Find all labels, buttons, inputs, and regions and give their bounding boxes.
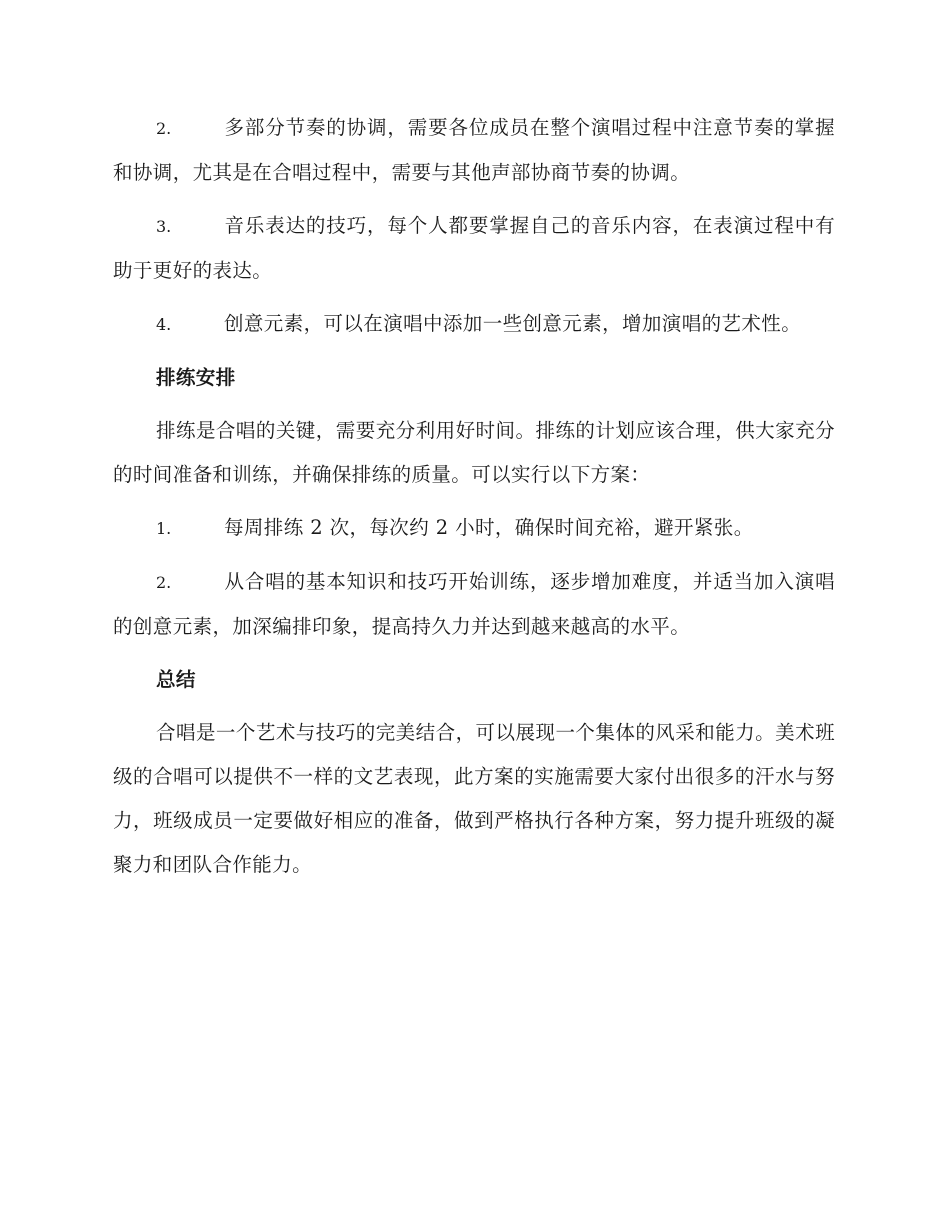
rehearsal-intro-paragraph: 排练是合唱的关键，需要充分利用好时间。排练的计划应该合理，供大家充分的时间准备和训练，并确保排练的质量。可以实行以下方案： [113, 419, 835, 486]
section-heading-rehearsal: 排练安排 [156, 366, 236, 389]
list-item-text: 音乐表达的技巧，每个人都要掌握自己的音乐内容，在表演过程中有助于更好的表达。 [113, 214, 835, 282]
list-item [113, 106, 835, 195]
section-heading-summary: 总结 [156, 668, 196, 691]
list-number: 2. [156, 573, 172, 592]
list-item [113, 302, 835, 347]
list-item [113, 560, 835, 649]
list-number: 2. [156, 119, 172, 138]
document-page [113, 106, 835, 896]
summary-paragraph: 合唱是一个艺术与技巧的完美结合，可以展现一个集体的风采和能力。美术班级的合唱可以提供不一样的文艺表现，此方案的实施需要大家付出很多的汗水与努力，班级成员一定要做好相应的准备，做到严格执行各种方案，努力提升班级的凝聚力和团队合作能力。 [113, 721, 835, 876]
list-item-text: 创意元素，可以在演唱中添加一些创意元素，增加演唱的艺术性。 [224, 312, 802, 335]
list-number: 1. [156, 519, 172, 538]
list-item [113, 506, 835, 551]
list-number: 3. [156, 217, 172, 236]
list-item [113, 204, 835, 293]
list-item-text: 多部分节奏的协调，需要各位成员在整个演唱过程中注意节奏的掌握和协调，尤其是在合唱过程中，需要与其他声部协商节奏的协调。 [113, 116, 835, 184]
list-number: 4. [156, 315, 172, 334]
list-item-text: 从合唱的基本知识和技巧开始训练，逐步增加难度，并适当加入演唱的创意元素，加深编排印象，提高持久力并达到越来越高的水平。 [113, 570, 835, 638]
list-item-text: 每周排练 2 次，每次约 2 小时，确保时间充裕，避开紧张。 [224, 516, 754, 539]
